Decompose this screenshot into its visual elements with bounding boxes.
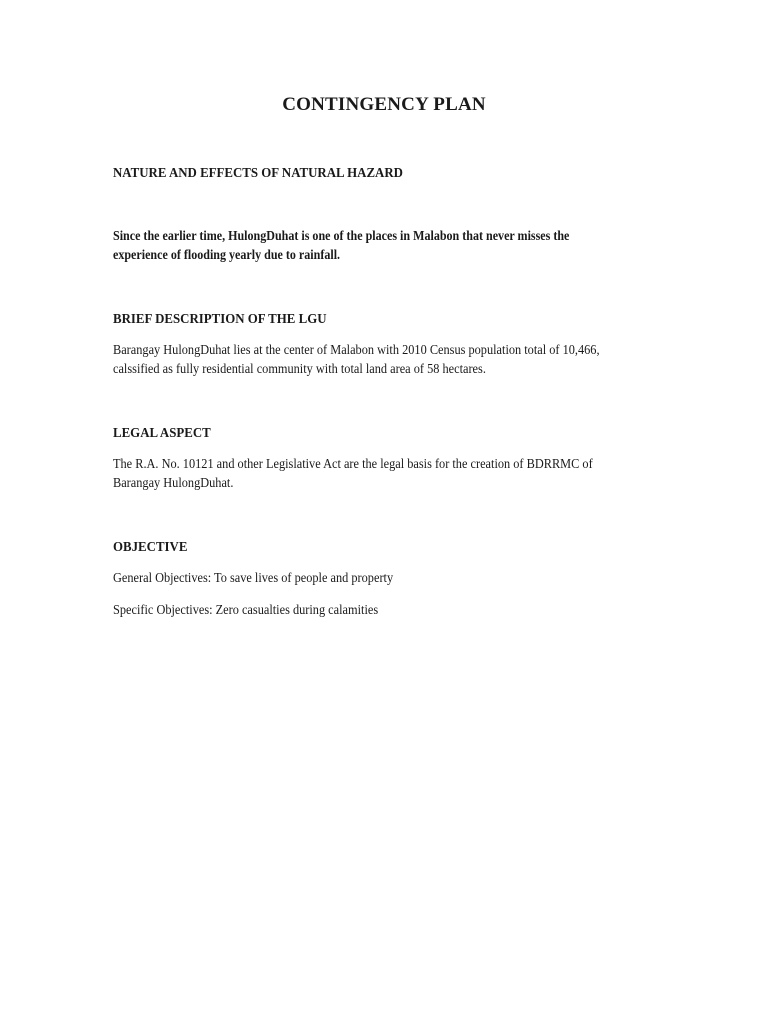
- paragraph-line: The R.A. No. 10121 and other Legislative Act are the legal basis for the creation of BDRRMC of: [113, 457, 593, 472]
- paragraph-line: calssified as fully residential community with total land area of 58 hectares.: [113, 362, 486, 377]
- section-legal-paragraph: [113, 455, 673, 493]
- paragraph: [113, 601, 659, 620]
- section-lgu-paragraph: [113, 341, 673, 379]
- objective-line: Specific Objectives: Zero casualties during calamities: [113, 603, 379, 618]
- objective-line: General Objectives: To save lives of people and property: [113, 571, 394, 586]
- paragraph: [113, 227, 655, 265]
- paragraph-line: Barangay HulongDuhat lies at the center of Malabon with 2010 Census population total of 10,466,: [113, 343, 600, 358]
- section-heading: NATURE AND EFFECTS OF NATURAL HAZARD: [113, 166, 403, 181]
- paragraph: [113, 455, 659, 493]
- paragraph: [113, 341, 659, 379]
- paragraph-line: experience of flooding yearly due to rainfall.: [113, 248, 341, 263]
- section-heading: BRIEF DESCRIPTION OF THE LGU: [113, 312, 327, 327]
- section-nature-heading-block: [113, 164, 673, 183]
- objective-specific: [113, 601, 673, 620]
- section-legal-heading-block: [113, 424, 673, 443]
- section-heading: OBJECTIVE: [113, 540, 188, 555]
- paragraph-line: Barangay HulongDuhat.: [113, 476, 234, 491]
- paragraph: [113, 569, 659, 588]
- section-lgu-heading-block: [113, 310, 673, 329]
- section-heading: LEGAL ASPECT: [113, 426, 211, 441]
- objective-general: [113, 569, 673, 588]
- section-objective-heading-block: [113, 538, 673, 557]
- section-nature-paragraph: [113, 227, 673, 265]
- paragraph-line: Since the earlier time, HulongDuhat is one of the places in Malabon that never misses the: [113, 229, 570, 244]
- document-title: CONTINGENCY PLAN: [282, 94, 486, 115]
